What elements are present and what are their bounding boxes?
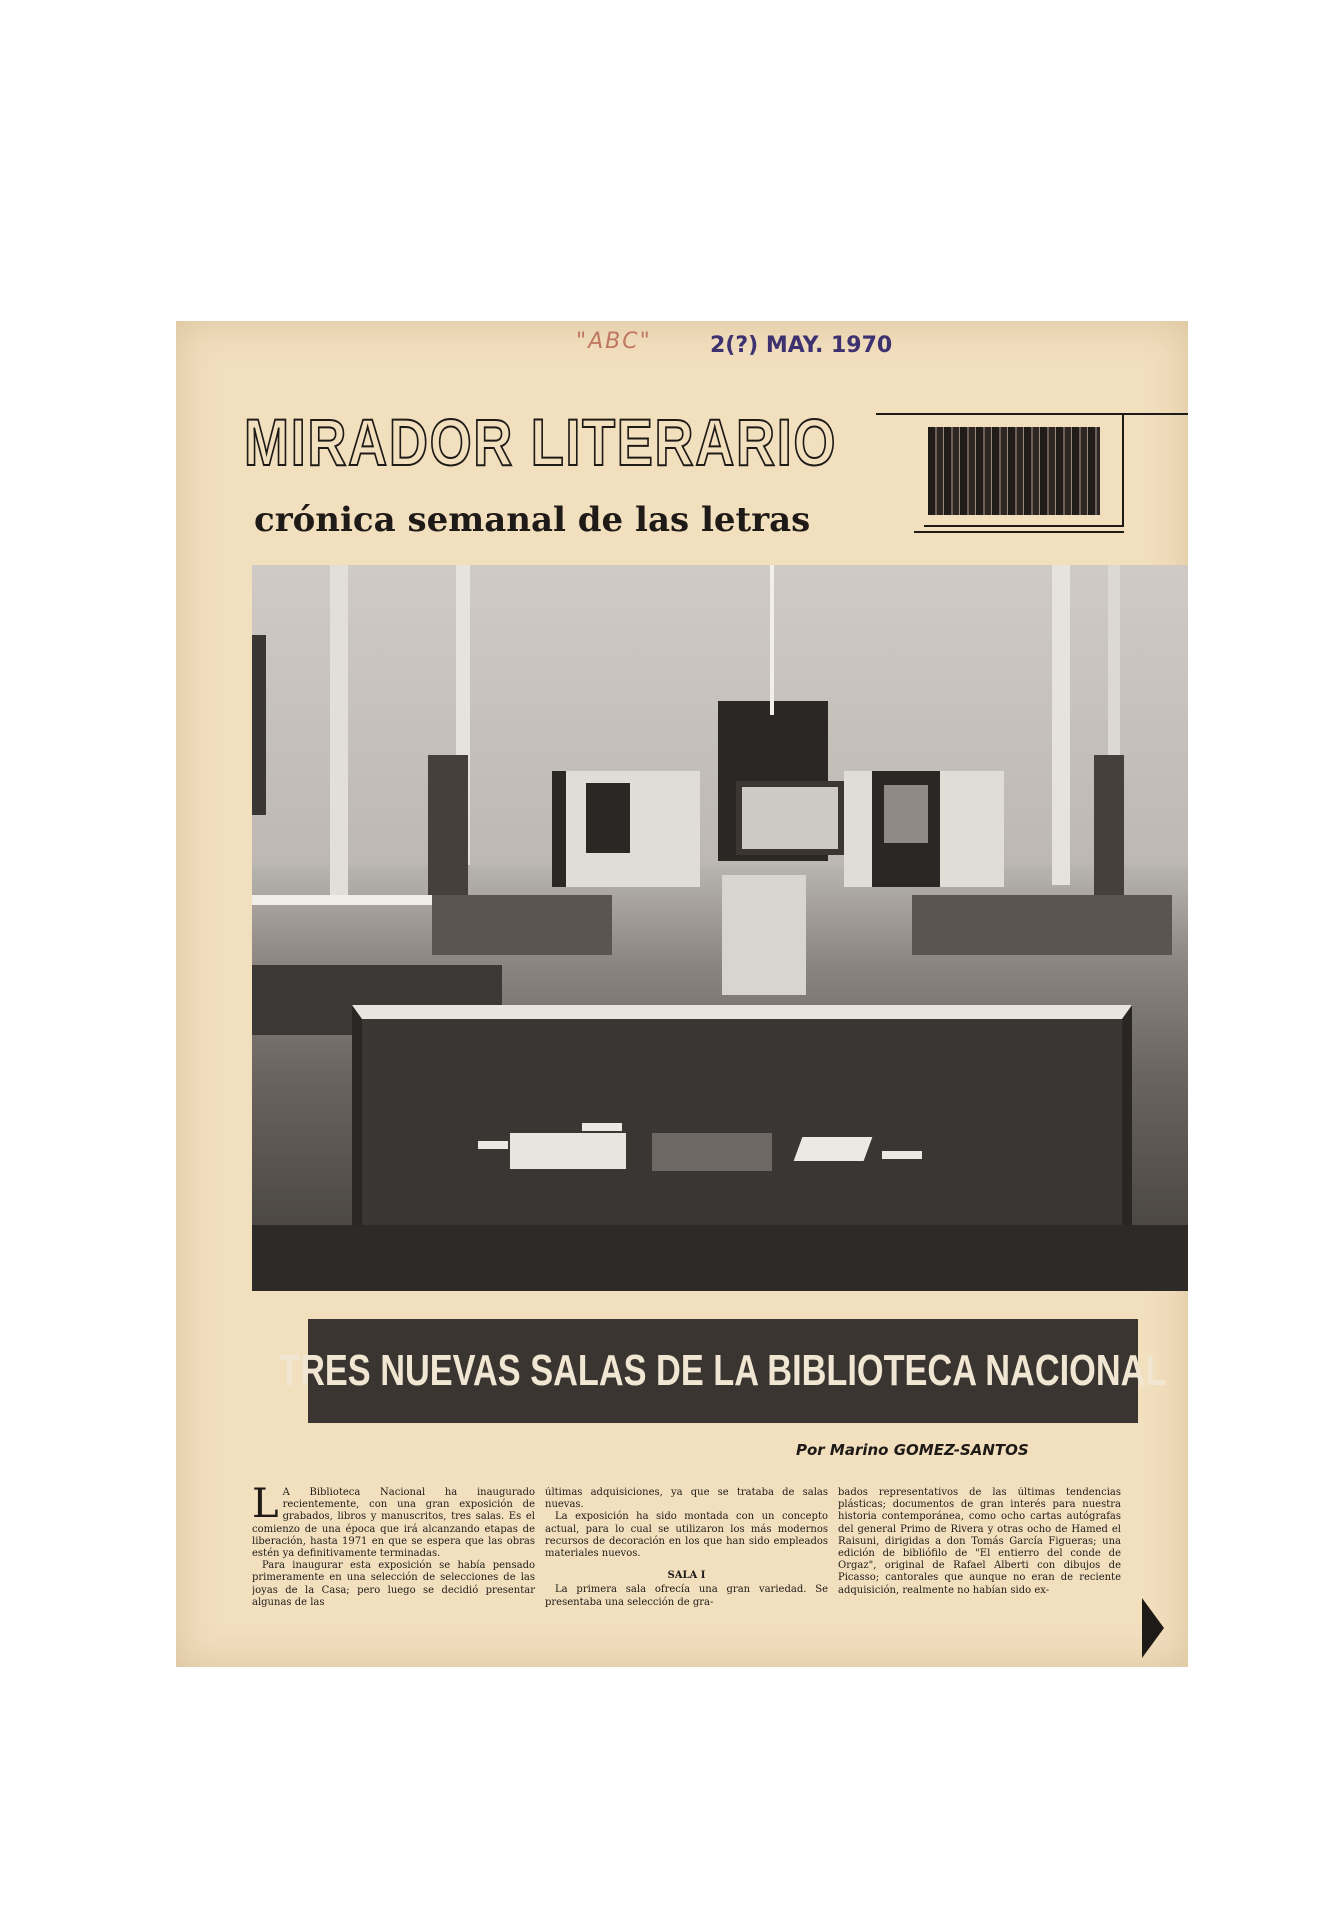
- section-subtitle: crónica semanal de las letras: [254, 500, 811, 540]
- exhibition-hall-photo: [252, 565, 1188, 1291]
- date-stamp: 2(?) MAY. 1970: [710, 333, 893, 358]
- subtitle-rule: [914, 531, 1124, 533]
- byline: Por Marino GOMEZ-SANTOS: [796, 1441, 1029, 1459]
- section-heading: SALA I: [667, 1570, 706, 1582]
- paragraph: La primera sala ofrecía una gran variedad. Se presentaba una selección de gra-: [545, 1584, 828, 1608]
- column-1: [252, 1487, 535, 1663]
- paragraph: últimas adquisiciones, ya que se trataba de salas nuevas.: [545, 1487, 828, 1511]
- source-handwriting: "ABC": [576, 329, 652, 354]
- paragraph: A Biblioteca Nacional ha inaugurado recientemente, con una gran exposición de grabados, libros y manuscritos, tres salas. Es el comienzo de una época que irá alcanzando etapas de liberación, hasta 1971 en que se espera que las obras estén ya definitivamente terminadas.: [252, 1487, 535, 1560]
- column-3: [838, 1487, 1121, 1663]
- article-body: [252, 1487, 1132, 1663]
- bookshelf-image: [928, 427, 1100, 515]
- continue-arrow-icon: [1142, 1598, 1164, 1658]
- section-title: MIRADOR LITERARIO: [244, 405, 838, 479]
- paragraph: La exposición ha sido montada con un concepto actual, para lo cual se utilizaron los más modernos recursos de decoración en los que han sido empleados materiales nuevos.: [545, 1511, 828, 1560]
- paragraph: Para inaugurar esta exposición se había pensado primeramente en una selección de selecciones de las joyas de la Casa; pero luego se decidió presentar algunas de las: [252, 1560, 535, 1608]
- drop-cap: L: [252, 1487, 279, 1527]
- column-2: [545, 1487, 828, 1663]
- headline-banner: [279, 1319, 1167, 1423]
- paragraph: bados representativos de las últimas tendencias plásticas; documentos de gran interés para nuestra historia contemporánea, como ocho cartas autógrafas del general Primo de Rivera y otras ocho de Hamed el Raisuni, dirigidas a don Tomás García Figueras; una edición de bibliófilo de "El entierro del conde de Orgaz", original de Rafael Alberti con dibujos de Picasso; cantorales que aunque no eran de reciente adquisición, realmente no habían sido ex-: [838, 1487, 1121, 1596]
- headline: TRES NUEVAS SALAS DE LA BIBLIOTECA NACIONAL: [279, 1346, 1167, 1395]
- newspaper-clipping: [176, 321, 1188, 1667]
